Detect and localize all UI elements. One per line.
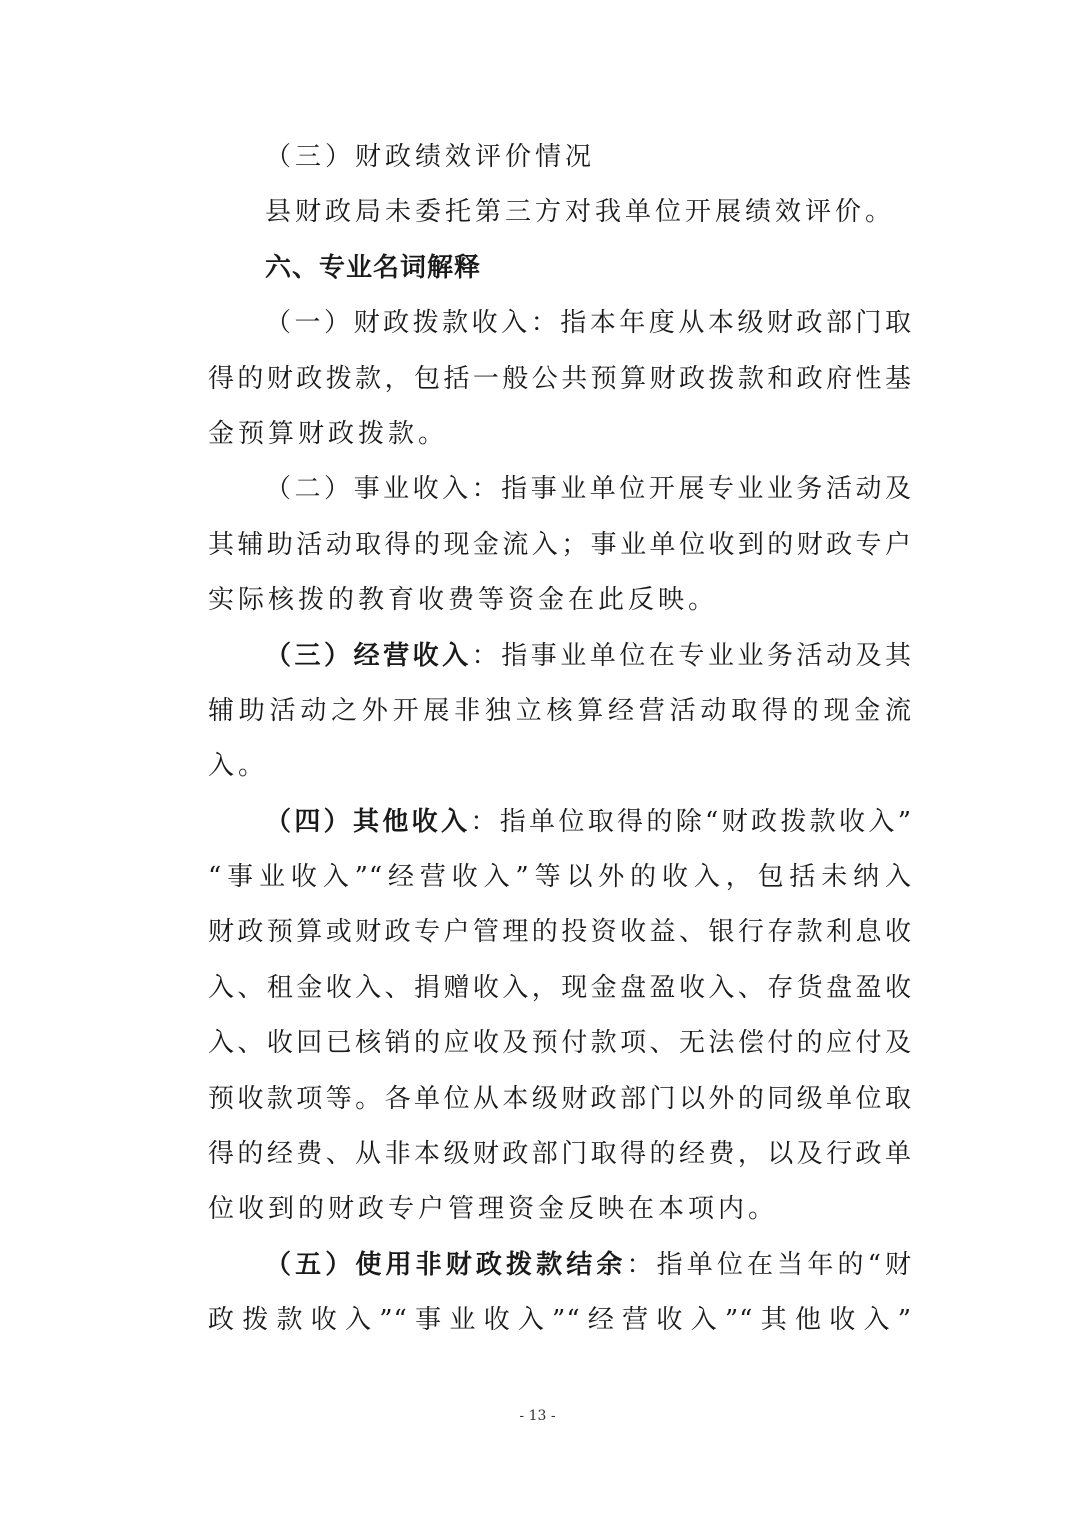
line-text: 财政预算或财政专户管理的投资收益、银行存款利息收: [208, 917, 912, 948]
line-text: 政拨款收入”“事业收入”“经营收入”“其他收入”: [208, 1305, 912, 1336]
paragraph-line: [208, 739, 912, 794]
section-heading: [208, 241, 912, 296]
line-text: 位收到的财政专户管理资金反映在本项内。: [208, 1194, 779, 1225]
paragraph-line: [208, 795, 912, 850]
paragraph-line: [208, 684, 912, 739]
line-text: “事业收入”“经营收入”等以外的收入，包括未纳入: [208, 862, 912, 893]
line-text: ：指事业单位在专业业务活动及其: [471, 640, 912, 671]
line-text: （二）事业收入：指事业单位开展专业业务活动及: [265, 474, 912, 505]
paragraph-line: [208, 573, 912, 628]
term-label: （四）其他收入: [265, 806, 471, 837]
subsection-heading: [208, 130, 912, 185]
line-text: 得的财政拨款，包括一般公共预算财政拨款和政府性基: [208, 363, 912, 394]
line-text: 金预算财政拨款。: [208, 418, 449, 449]
paragraph-line: [208, 1127, 912, 1182]
term-label: （三）经营收入: [265, 640, 472, 671]
line-text: 县财政局未委托第三方对我单位开展绩效评价。: [265, 197, 896, 228]
page-number: - 13 -: [519, 1408, 556, 1424]
line-text: 其辅助活动取得的现金流入；事业单位收到的财政专户: [208, 529, 912, 560]
paragraph-line: [208, 961, 912, 1016]
paragraph-line: [208, 1293, 912, 1348]
document-body: [208, 130, 912, 1349]
line-text: ：指单位取得的除“财政拨款收入”: [470, 806, 912, 837]
paragraph-line: [208, 1182, 912, 1237]
line-text: 入、收回已核销的应收及预付款项、无法偿付的应付及: [208, 1028, 912, 1059]
line-text: ：指单位在当年的“财: [626, 1249, 912, 1280]
paragraph-line: [208, 629, 912, 684]
paragraph-line: [208, 407, 912, 462]
line-text: 入。: [208, 751, 269, 782]
paragraph-line: [208, 296, 912, 351]
paragraph-line: [208, 185, 912, 240]
paragraph-line: [208, 1016, 912, 1071]
paragraph-line: [208, 1072, 912, 1127]
line-text: 实际核拨的教育收费等资金在此反映。: [208, 585, 719, 616]
paragraph-line: [208, 905, 912, 960]
line-text: （三）财政绩效评价情况: [265, 142, 596, 172]
line-text: 得的经费、从非本级财政部门取得的经费，以及行政单: [208, 1139, 912, 1170]
line-text: 入、租金收入、捐赠收入，现金盘盈收入、存货盘盈收: [208, 972, 912, 1003]
paragraph-line: [208, 518, 912, 573]
paragraph-line: [208, 850, 912, 905]
line-text: （一）财政拨款收入：指本年度从本级财政部门取: [265, 308, 912, 339]
paragraph-line: [208, 352, 912, 407]
paragraph-line: [208, 462, 912, 517]
line-text: 辅助活动之外开展非独立核算经营活动取得的现金流: [208, 695, 912, 726]
line-text: 预收款项等。各单位从本级财政部门以外的同级单位取: [208, 1083, 912, 1114]
paragraph-line: [208, 1238, 912, 1293]
line-text: 六、专业名词解释: [265, 252, 482, 283]
term-label: （五）使用非财政拨款结余: [265, 1249, 627, 1280]
